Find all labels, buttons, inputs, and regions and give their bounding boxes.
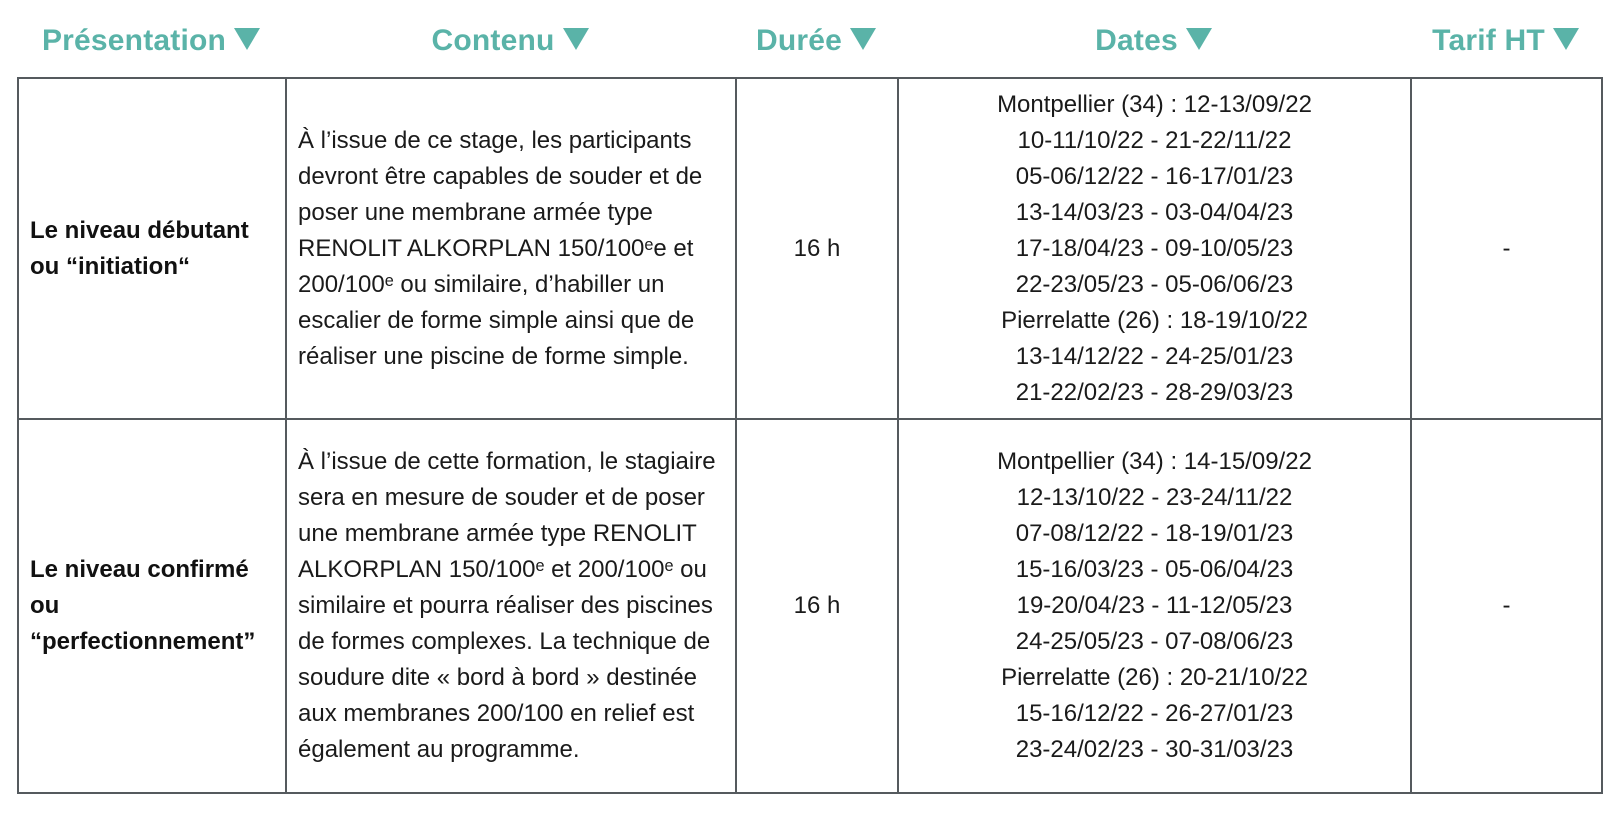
training-table	[17, 77, 1603, 794]
triangle-down-icon	[1186, 28, 1212, 50]
header-duree-label: Durée	[755, 24, 843, 57]
date-line: Montpellier (34) : 12-13/09/22	[997, 90, 1312, 118]
duree-cell: 16 h	[736, 419, 898, 793]
header-dates[interactable]	[897, 18, 1410, 64]
triangle-down-icon	[850, 28, 876, 50]
date-line: 24-25/05/23 - 07-08/06/23	[1015, 628, 1294, 655]
contenu-text: À l’issue de ce stage, les participants devront être capables de souder et de poser une membrane armée type RENOLIT ALKORPLAN 150/100ᵉe et 200/100ᵉ ou similaire, d’habiller un escalier de forme simple ainsi que de réaliser une piscine de forme simple.	[298, 126, 703, 370]
header-dates-label: Dates	[1095, 24, 1178, 57]
triangle-down-icon	[234, 28, 260, 50]
tarif-cell: -	[1411, 419, 1602, 793]
contenu-text: À l’issue de cette formation, le stagiaire sera en mesure de souder et de poser une membrane armée type RENOLIT ALKORPLAN 150/100ᵉ et 200/100ᵉ ou similaire et pourra réaliser des piscines de formes complexes. La technique de soudure dite « bord à bord » destinée aux membranes 200/100 en relief est également au programme.	[298, 448, 716, 763]
header-contenu[interactable]	[285, 18, 735, 64]
date-line: 23-24/02/23 - 30-31/03/23	[1015, 736, 1294, 763]
presentation-cell: Le niveau confirmé ou “perfectionnement”	[18, 419, 286, 793]
triangle-down-icon	[1553, 28, 1579, 50]
header-contenu-label: Contenu	[431, 24, 555, 57]
contenu-cell	[286, 78, 736, 419]
date-line: Pierrelatte (26) : 18-19/10/22	[1001, 306, 1308, 334]
contenu-cell	[286, 419, 736, 793]
header-presentation[interactable]	[17, 18, 285, 64]
date-line: 22-23/05/23 - 05-06/06/23	[1015, 270, 1294, 298]
date-line: 13-14/12/22 - 24-25/01/23	[1015, 342, 1294, 370]
dates-cell	[898, 78, 1411, 419]
date-line: 21-22/02/23 - 28-29/03/23	[1015, 378, 1294, 406]
date-line: 19-20/04/23 - 11-12/05/23	[1016, 592, 1293, 619]
date-line: 15-16/12/22 - 26-27/01/23	[1015, 700, 1294, 727]
table-header	[17, 18, 1601, 64]
header-duree[interactable]	[735, 18, 897, 64]
table-row	[18, 419, 1602, 793]
header-presentation-label: Présentation	[41, 24, 227, 57]
date-line: 07-08/12/22 - 18-19/01/23	[1015, 520, 1294, 547]
header-tarif[interactable]	[1410, 18, 1601, 64]
date-line: 13-14/03/23 - 03-04/04/23	[1015, 198, 1294, 226]
header-tarif-label: Tarif HT	[1432, 24, 1545, 57]
date-line: Montpellier (34) : 14-15/09/22	[997, 448, 1312, 475]
date-line: 12-13/10/22 - 23-24/11/22	[1016, 484, 1293, 511]
date-line: 17-18/04/23 - 09-10/05/23	[1015, 234, 1294, 262]
triangle-down-icon	[563, 28, 589, 50]
date-line: 05-06/12/22 - 16-17/01/23	[1015, 162, 1294, 190]
duree-cell: 16 h	[736, 78, 898, 419]
presentation-cell: Le niveau débutant ou “initiation“	[18, 78, 286, 419]
tarif-cell: -	[1411, 78, 1602, 419]
dates-cell	[898, 419, 1411, 793]
date-line: 10-11/10/22 - 21-22/11/22	[1017, 126, 1292, 154]
date-line: 15-16/03/23 - 05-06/04/23	[1015, 556, 1294, 583]
table-row	[18, 78, 1602, 419]
date-line: Pierrelatte (26) : 20-21/10/22	[1001, 664, 1308, 691]
